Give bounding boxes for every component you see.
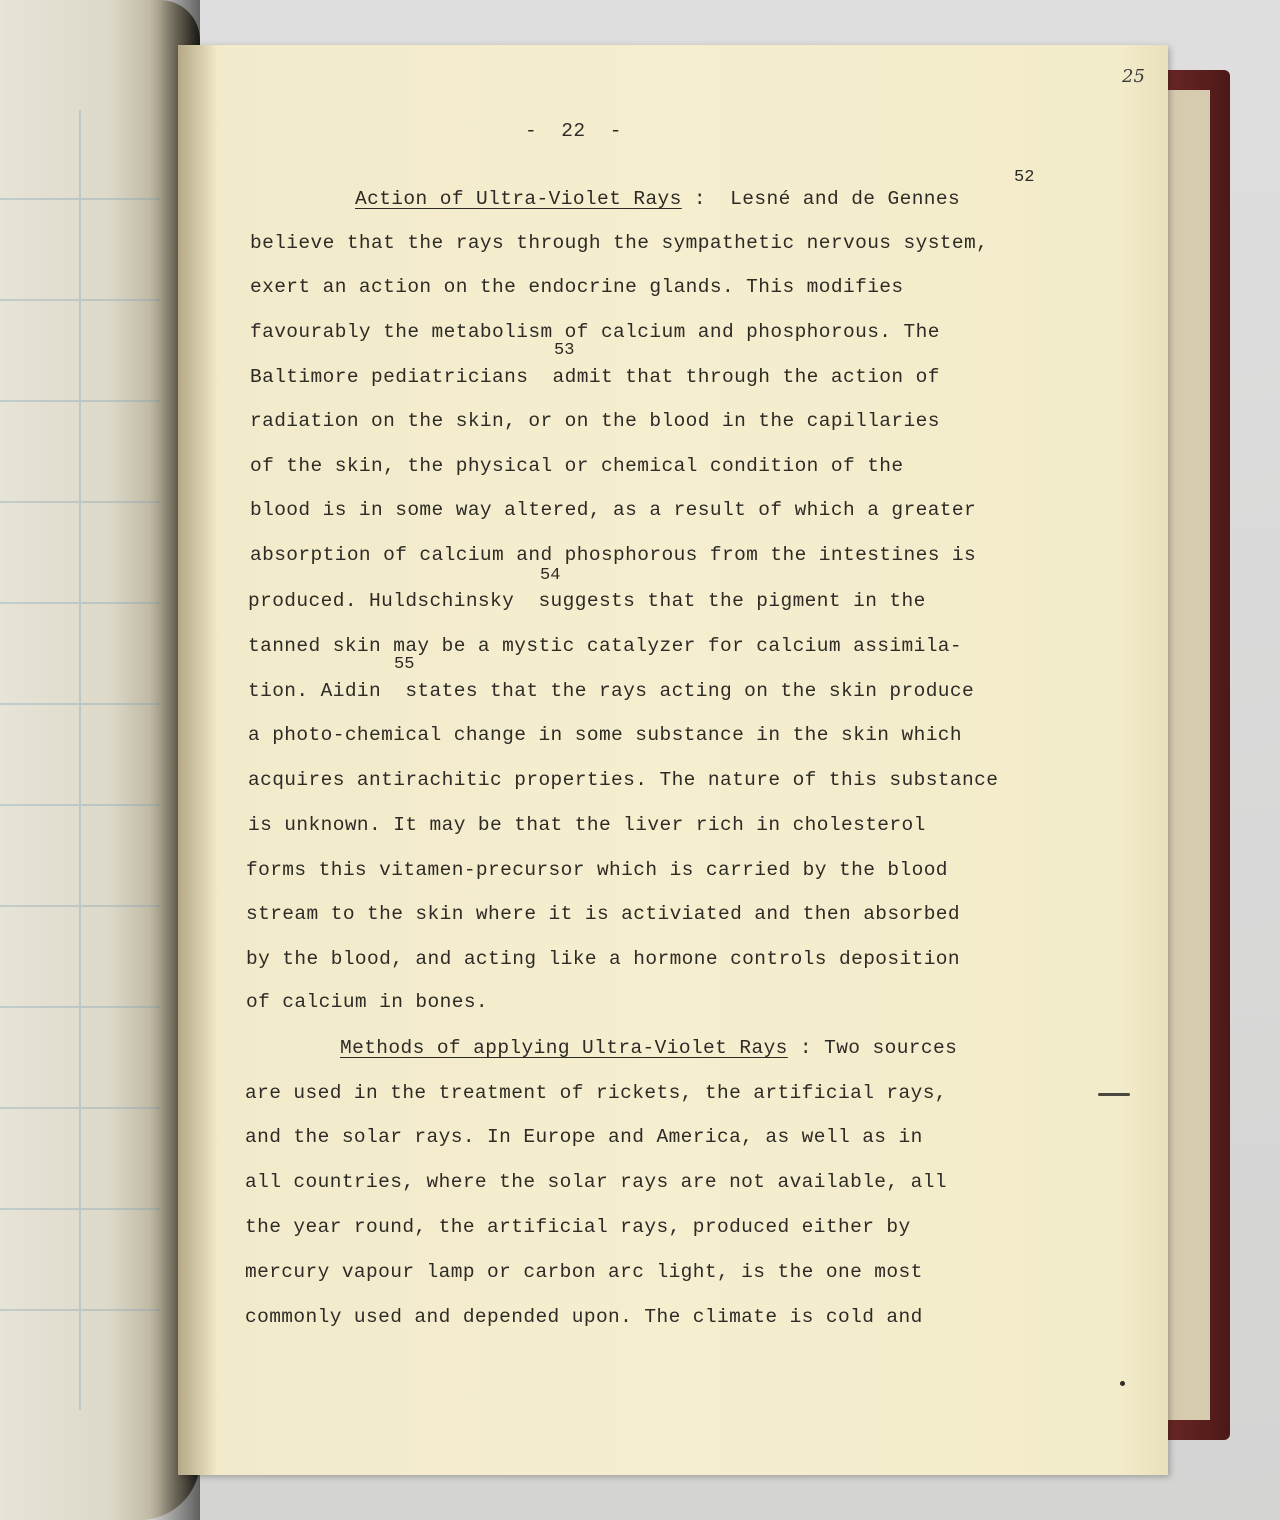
section1-line: believe that the rays through the sympathetic nervous system, — [250, 232, 989, 254]
section1-line: absorption of calcium and phosphorous from the intestines is — [250, 544, 977, 566]
section1-line: produced. Huldschinsky suggests that the pigment in the — [248, 590, 926, 612]
footnote-52: 52 — [1014, 168, 1035, 187]
page-number: - 22 - — [525, 120, 622, 142]
section1-line: tanned skin may be a mystic catalyzer for calcium assimila- — [248, 635, 963, 657]
section1-line: a photo-chemical change in some substance in the skin which — [248, 724, 963, 746]
section1-line: favourably the metabolism of calcium and phosphorous. The — [250, 321, 940, 343]
margin-dot — [1120, 1381, 1125, 1386]
section2-line: the year round, the artificial rays, produced either by — [245, 1216, 911, 1238]
section2-line: all countries, where the solar rays are not available, all — [245, 1171, 947, 1193]
section2-heading-line — [340, 1037, 957, 1059]
section1-line: exert an action on the endocrine glands. This modifies — [250, 276, 904, 298]
section1-line: blood is in some way altered, as a result of which a greater — [250, 499, 977, 521]
section1-line: by the blood, and acting like a hormone controls deposition — [246, 948, 961, 970]
section1-line: of the skin, the physical or chemical condition of the — [250, 455, 904, 477]
section2-heading-tail: : Two sources — [787, 1037, 958, 1059]
page-curl-shadow — [178, 45, 218, 1475]
section1-heading-line — [355, 188, 960, 210]
section1-line: radiation on the skin, or on the blood in the capillaries — [250, 410, 940, 432]
footnote-54: 54 — [540, 566, 561, 585]
section1-line: acquires antirachitic properties. The nature of this substance — [248, 769, 999, 791]
section2-line: are used in the treatment of rickets, the artificial rays, — [245, 1082, 947, 1104]
section1-line: stream to the skin where it is activiated and then absorbed — [246, 903, 961, 925]
footnote-53: 53 — [554, 341, 575, 360]
facing-page — [0, 0, 200, 1520]
section1-line: Baltimore pediatricians admit that through the action of — [250, 366, 940, 388]
section1-line: of calcium in bones. — [246, 991, 489, 1013]
section2-heading: Methods of applying Ultra-Violet Rays — [340, 1037, 788, 1059]
section1-line: forms this vitamen-precursor which is carried by the blood — [246, 859, 948, 881]
margin-mark — [1098, 1093, 1130, 1096]
footnote-55: 55 — [394, 655, 415, 674]
section1-line: is unknown. It may be that the liver rich in cholesterol — [248, 814, 926, 836]
section2-line: commonly used and depended upon. The climate is cold and — [245, 1306, 923, 1328]
section1-heading-tail: : Lesné and de Gennes — [681, 188, 961, 210]
facing-page-chart-grid — [0, 110, 160, 1410]
section2-line: and the solar rays. In Europe and America, as well as in — [245, 1126, 923, 1148]
archive-number: 25 — [1122, 66, 1145, 87]
section1-heading: Action of Ultra-Violet Rays — [355, 188, 682, 210]
section1-line: tion. Aidin states that the rays acting on the skin produce — [248, 680, 975, 702]
section2-line: mercury vapour lamp or carbon arc light, is the one most — [245, 1261, 923, 1283]
